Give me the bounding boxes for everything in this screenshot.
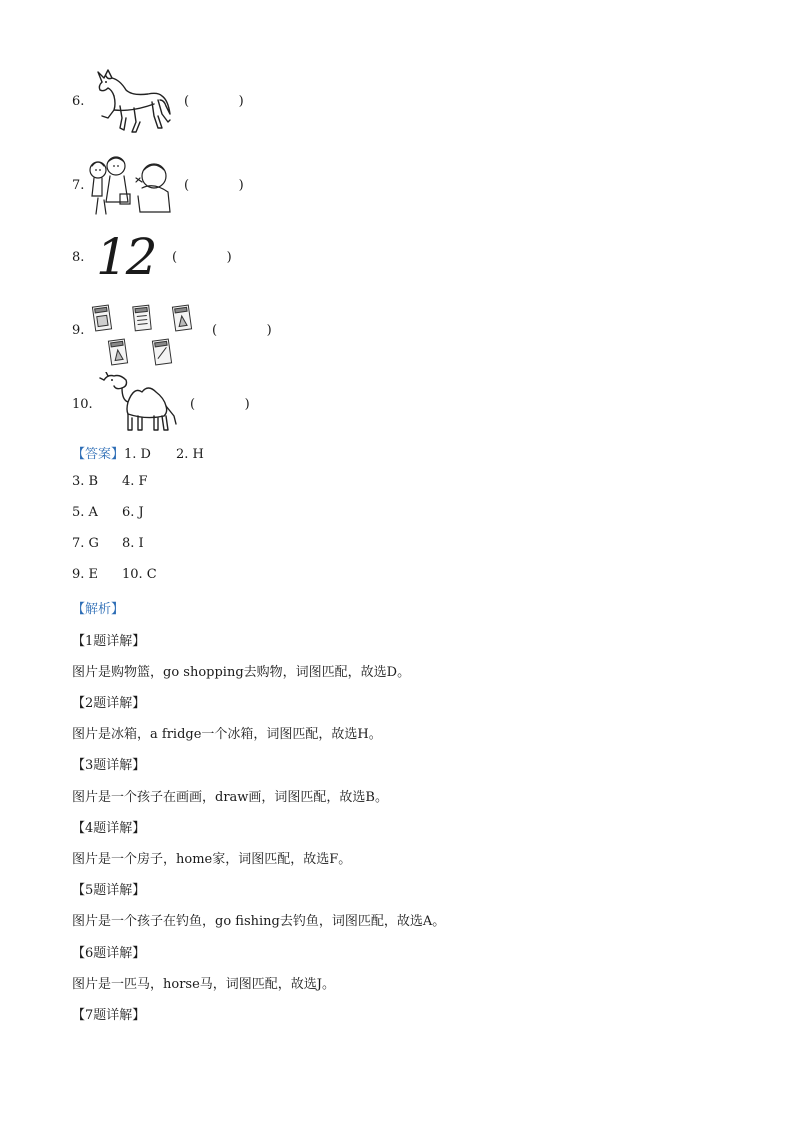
detail-heading: 【1题详解】 [72, 634, 146, 649]
answer-row-1 [72, 443, 204, 462]
question-10-number: 10. [72, 397, 93, 412]
answer-row-4 [72, 536, 144, 551]
number-twelve-picture: 12 [96, 228, 156, 286]
answer-row-5 [72, 567, 157, 582]
books-icon [90, 302, 200, 368]
horse-icon [92, 66, 174, 136]
detail-heading: 【4题详解】 [72, 821, 146, 836]
question-6-answer-blank[interactable]: ( ) [184, 94, 244, 109]
answer-item: 10. C [122, 567, 157, 582]
question-9-number: 9. [72, 323, 85, 338]
question-8-answer-blank[interactable]: ( ) [172, 250, 232, 265]
question-10-answer-blank[interactable]: ( ) [190, 397, 250, 412]
answer-item: 7. G [72, 536, 99, 551]
detail-text: 图片是一个孩子在钓鱼，go fishing去钓鱼，词图匹配，故选A。 [72, 914, 446, 929]
detail-heading: 【7题详解】 [72, 1008, 146, 1023]
detail-text: 图片是购物篮，go shopping去购物，词图匹配，故选D。 [72, 665, 411, 680]
answer-item: 6. J [122, 505, 144, 520]
question-6-number: 6. [72, 94, 85, 109]
answer-item: 4. F [122, 474, 148, 489]
answer-label: 【答案】 [72, 447, 125, 462]
question-9-answer-blank[interactable]: ( ) [212, 323, 272, 338]
detail-text: 图片是一个房子，home家，词图匹配，故选F。 [72, 852, 352, 867]
answer-row-2 [72, 474, 148, 489]
detail-heading: 【3题详解】 [72, 758, 146, 773]
family-icon [84, 152, 174, 216]
detail-heading: 【6题详解】 [72, 946, 146, 961]
question-7-answer-blank[interactable]: ( ) [184, 178, 244, 193]
answer-item: 5. A [72, 505, 98, 520]
detail-text: 图片是一个孩子在画画，draw画，词图匹配，故选B。 [72, 790, 388, 805]
camel-icon [98, 372, 180, 434]
question-8-number: 8. [72, 250, 85, 265]
answer-item: 3. B [72, 474, 99, 489]
answer-row-3 [72, 505, 144, 520]
analysis-label: 【解析】 [72, 602, 125, 617]
detail-text: 图片是冰箱，a fridge一个冰箱，词图匹配，故选H。 [72, 727, 382, 742]
detail-heading: 【2题详解】 [72, 696, 146, 711]
question-7-number: 7. [72, 178, 85, 193]
answer-item: 1. D [124, 447, 151, 462]
detail-heading: 【5题详解】 [72, 883, 146, 898]
detail-text: 图片是一匹马，horse马，词图匹配，故选J。 [72, 977, 335, 992]
answer-item: 8. I [122, 536, 144, 551]
answer-item: 9. E [72, 567, 99, 582]
answer-item: 2. H [176, 447, 204, 462]
